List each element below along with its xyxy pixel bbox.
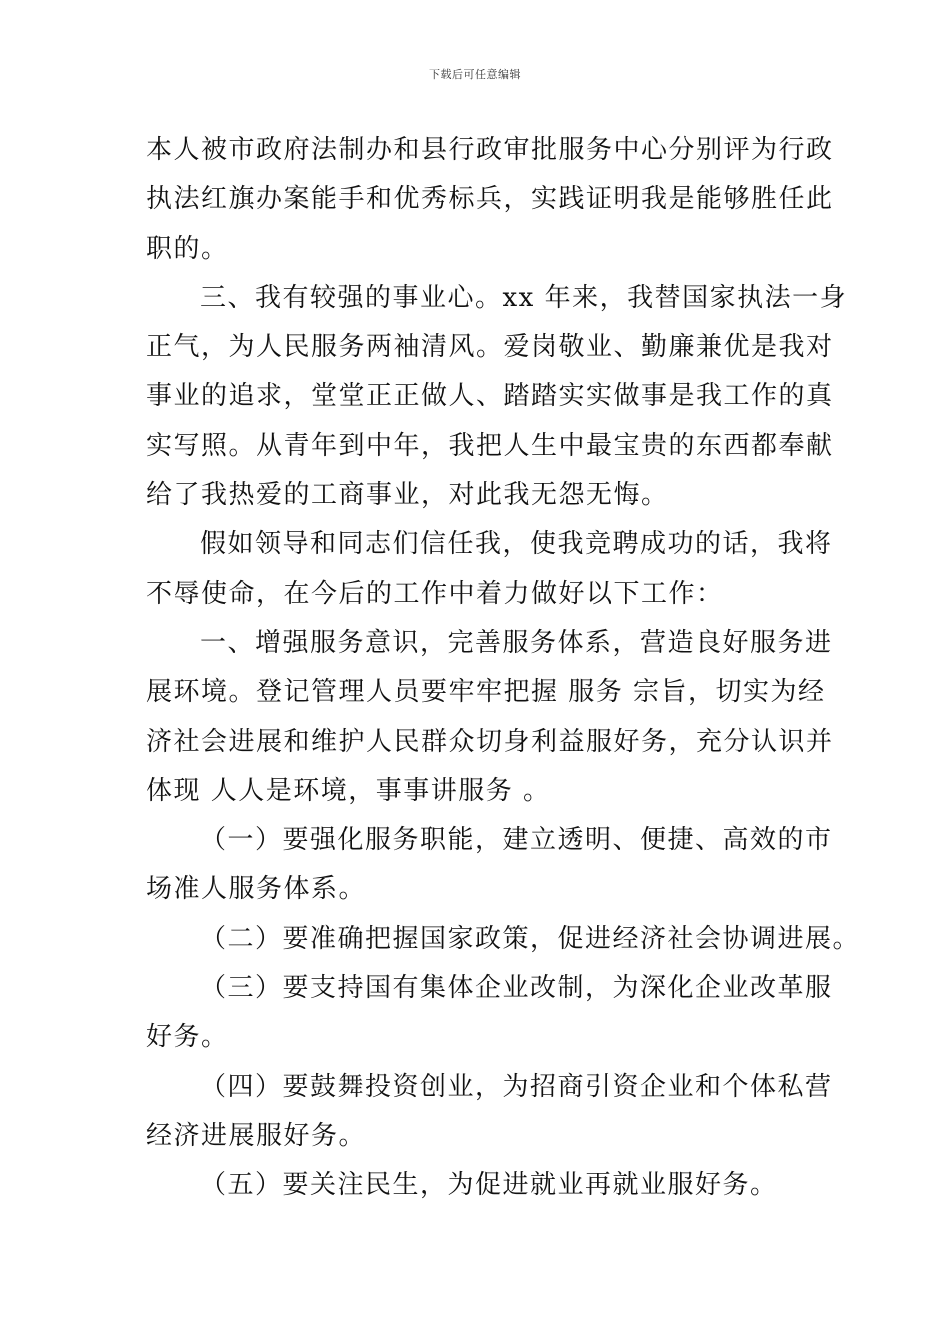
text-line: 不辱使命，在今后的工作中着力做好以下工作： (146, 578, 724, 609)
paragraph-start-line: （三）要支持国有集体企业改制，为深化企业改革服 (200, 973, 833, 1004)
text-line: 场准人服务体系。 (146, 874, 367, 905)
paragraph-start-line: 一、增强服务意识，完善服务体系，营造良好服务进 (200, 627, 833, 658)
document-body (146, 126, 861, 1211)
text-line: 事业的追求，堂堂正正做人、踏踏实实做事是我工作的真 (146, 381, 834, 412)
paragraph-start-line: （一）要强化服务职能，建立透明、便捷、高效的市 (200, 825, 833, 856)
text-line: 展环境。登记管理人员要牢牢把握 服务 宗旨，切实为经 (146, 677, 826, 708)
text-line: 执法红旗办案能手和优秀标兵，实践证明我是能够胜任此 (146, 184, 834, 215)
paragraph-start-line: （四）要鼓舞投资创业，为招商引资企业和个体私营 (200, 1071, 833, 1102)
page-header-note: 下载后可任意编辑 (429, 68, 521, 81)
text-line: 实写照。从青年到中年，我把人生中最宝贵的东西都奉献 (146, 430, 834, 461)
text-line: 正气，为人民服务两袖清风。爱岗敬业、勤廉兼优是我对 (146, 332, 834, 363)
text-line: 好务。 (146, 1022, 229, 1053)
text-line: 经济进展服好务。 (146, 1120, 367, 1151)
paragraph-start-line: 三、我有较强的事业心。xx 年来，我替国家执法一身 (200, 282, 848, 313)
paragraph-start-line: （二）要准确把握国家政策，促进经济社会协调进展。 (200, 923, 861, 954)
paragraph-start-line: 假如领导和同志们信任我，使我竞聘成功的话，我将 (200, 529, 833, 560)
paragraph-start-line: （五）要关注民生，为促进就业再就业服好务。 (200, 1170, 778, 1201)
text-line: 职的。 (146, 233, 229, 264)
text-line: 给了我热爱的工商事业，对此我无怨无悔。 (146, 480, 669, 511)
text-line: 体现 人人是环境，事事讲服务 。 (146, 775, 551, 806)
text-line: 济社会进展和维护人民群众切身利益服好务，充分认识并 (146, 726, 834, 757)
text-line: 本人被市政府法制办和县行政审批服务中心分别评为行政 (146, 135, 834, 165)
